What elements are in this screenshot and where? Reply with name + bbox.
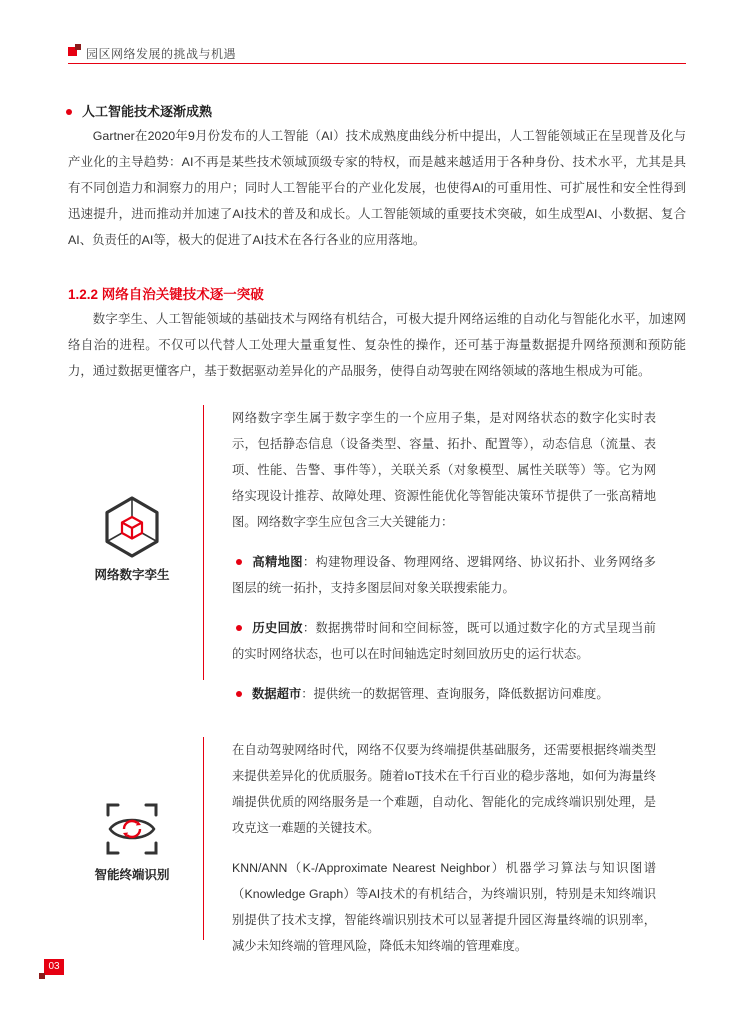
bullet-dot-icon <box>236 625 242 631</box>
section-heading-122: 1.2.2 网络自治关键技术逐一突破 <box>68 287 264 302</box>
feature-digital-twin <box>0 405 755 701</box>
ai-heading-text: 人工智能技术逐渐成熟 <box>82 104 213 119</box>
feature-divider-line <box>203 737 204 940</box>
feature-text <box>232 737 656 959</box>
page-number-badge <box>44 959 66 977</box>
feature-divider-line <box>203 405 204 680</box>
header-title: 园区网络发展的挑战与机遇 <box>86 47 237 61</box>
bullet-term: 高精地图 <box>252 555 303 569</box>
feature-paragraph: KNN/ANN（K-/Approximate Nearest Neighbor）机器学习算法与知识图谱（Knowledge Graph）等AI技术的有机结合，为终端识别，特别是未知终端识别提供了技术支撑，智能终端识别技术可以显著提升园区海量终端的识别率，减少未知终端的管理风险，降低未知终端的管理难度。 <box>232 861 656 953</box>
bullet-text: ：数据携带时间和空间标签，既可以通过数字化的方式呈现当前的实时网络状态，也可以在时间轴选定时刻回放历史的运行状态。 <box>232 621 656 661</box>
feature-caption: 网络数字孪生 <box>94 568 170 582</box>
ai-paragraph: Gartner在2020年9月份发布的人工智能（AI）技术成熟度曲线分析中提出，人工智能领域正在呈现普及化与产业化的主导趋势：AI不再是某些技术领域顶级专家的特权，而是越来越适用于各种身份、技术水平，尤其是具有不同创造力和洞察力的用户；同时人工智能平台的产业化发展，也使得AI的可重用性、可扩展性和安全性得到迅速提升，进而推动并加速了AI技术的普及和成长。人工智能领域的重要技术突破，如生成型AI、小数据、复合AI、负责任的AI等，极大的促进了AI技术在各行各业的应用落地。 <box>68 129 686 247</box>
bullet-dot-icon <box>236 559 242 565</box>
feature-caption: 智能终端识别 <box>94 868 170 882</box>
feature-text <box>232 405 656 707</box>
bullet-item-hd-map <box>232 549 656 601</box>
bullet-term: 历史回放 <box>252 621 303 635</box>
bullet-text: ：提供统一的数据管理、查询服务，降低数据访问难度。 <box>301 687 609 701</box>
header-logo <box>68 44 82 58</box>
digital-twin-cube-icon <box>100 495 164 559</box>
feature-terminal-recognition <box>0 737 755 953</box>
bullet-term: 数据超市 <box>252 687 302 701</box>
bullet-item-data-market <box>232 681 656 707</box>
header-rule <box>68 63 686 64</box>
section-122-paragraph: 数字孪生、人工智能领域的基础技术与网络有机结合，可极大提升网络运维的自动化与智能化水平，加速网络自治的进程。不仅可以代替人工处理大量重复性、复杂性的操作，还可基于海量数据提升网络预测和预防能力，通过数据更懂客户，基于数据驱动差异化的产品服务，使得自动驾驶在网络领域的落地生根成为可能。 <box>68 312 686 378</box>
feature-paragraph: 网络数字孪生属于数字孪生的一个应用子集，是对网络状态的数字化实时表示，包括静态信息（设备类型、容量、拓扑、配置等），动态信息（流量、表项、性能、告警、事件等），关联关系（对象模型、属性关联等）等。它为网络实现设计推荐、故障处理、资源性能优化等智能决策环节提供了一张高精地图。网络数字孪生应包含三大关键能力： <box>232 411 656 529</box>
eye-scan-icon <box>100 797 164 861</box>
ai-heading <box>66 101 212 120</box>
page-number: 03 <box>48 961 60 972</box>
bullet-text: ：构建物理设备、物理网络、逻辑网络、协议拓扑、业务网络多图层的统一拓扑，支持多图层间对象关联搜索能力。 <box>232 555 656 595</box>
logo-square-dark <box>75 44 81 50</box>
bullet-dot-icon <box>66 109 72 115</box>
bullet-dot-icon <box>236 691 242 697</box>
feature-paragraph: 在自动驾驶网络时代，网络不仅要为终端提供基础服务，还需要根据终端类型来提供差异化的优质服务。随着IoT技术在千行百业的稳步落地，如何为海量终端提供优质的网络服务是一个难题，自动化、智能化的完成终端识别处理，是攻克这一难题的关键技术。 <box>232 743 656 835</box>
bullet-item-history-replay <box>232 615 656 667</box>
